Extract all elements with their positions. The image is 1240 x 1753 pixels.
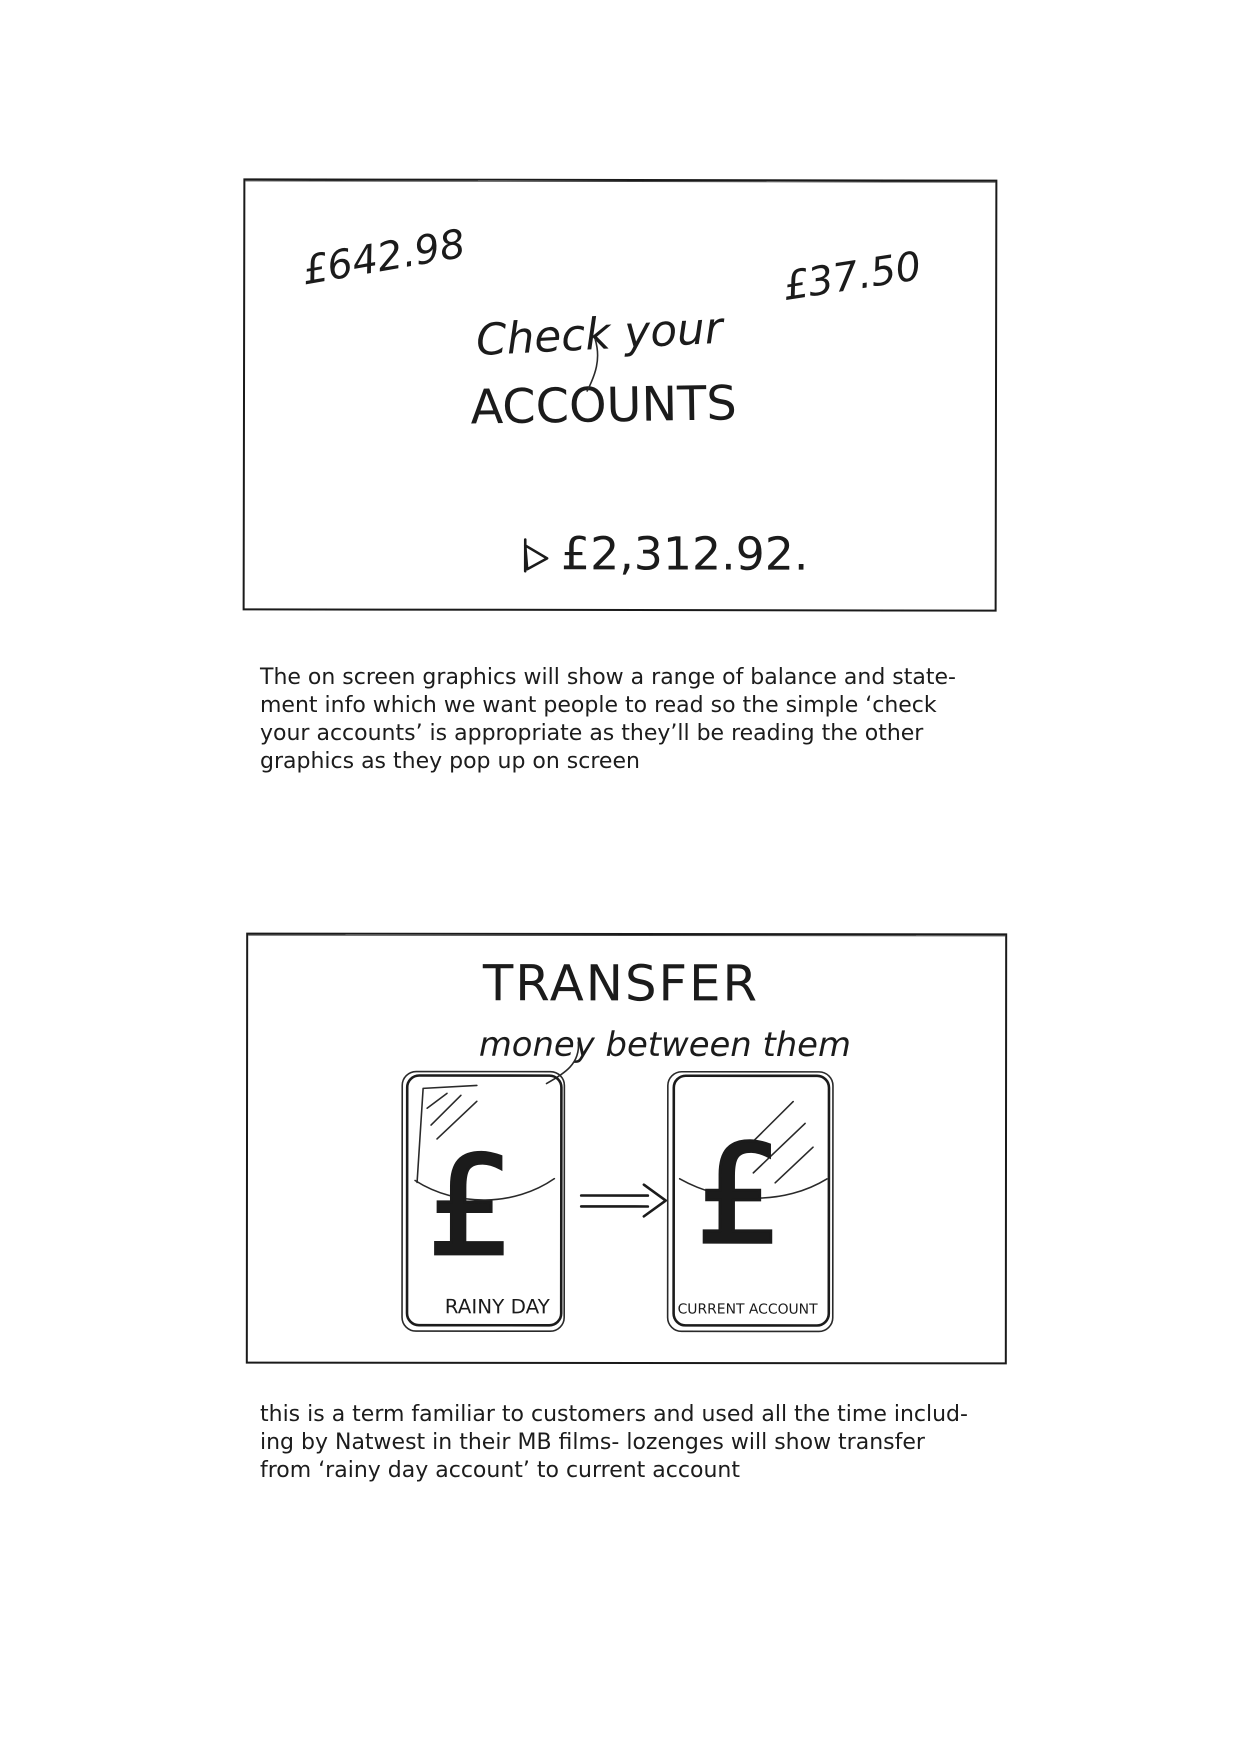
caption-line: ing by Natwest in their MB films- lozenges will show transfer <box>260 1430 925 1455</box>
rainy-day-label: RAINY DAY <box>444 1295 550 1319</box>
pound-icon: £ <box>695 1116 783 1276</box>
arrow-marker-icon <box>525 539 547 571</box>
caption-line: your accounts’ is appropriate as they’ll be reading the other <box>260 721 924 746</box>
caption-line: ment info which we want people to read so the simple ‘check <box>260 693 937 718</box>
transfer-arrow-icon <box>581 1185 666 1217</box>
sketch-canvas-1 <box>245 180 996 609</box>
caption-line: from ‘rainy day account’ to current account <box>260 1458 740 1483</box>
caption-line: The on screen graphics will show a range of balance and state- <box>260 665 956 690</box>
caption-transfer <box>260 1401 1000 1485</box>
balance-amount-right: £37.50 <box>779 243 925 311</box>
current-account-label: CURRENT ACCOUNT <box>677 1301 818 1318</box>
headline-check-your: Check your <box>474 302 724 367</box>
balance-amount-bottom: £2,312.92. <box>560 527 809 581</box>
current-account-lozenge <box>668 1072 833 1332</box>
sketch-canvas-2 <box>248 935 1005 1363</box>
balance-amount-left: £642.98 <box>298 220 469 295</box>
caption-check-accounts <box>260 664 1000 776</box>
rainy-day-lozenge <box>402 1072 564 1332</box>
storyboard-frame-check-accounts <box>243 178 998 611</box>
subline-money-between-them: money between them <box>478 1024 851 1065</box>
pound-icon: £ <box>426 1128 515 1287</box>
headline-transfer: TRANSFER <box>482 954 760 1013</box>
caption-line: graphics as they pop up on screen <box>260 749 640 774</box>
headline-accounts: ACCOUNTS <box>470 376 738 436</box>
storyboard-frame-transfer <box>246 933 1007 1365</box>
caption-line: this is a term familiar to customers and used all the time includ- <box>260 1402 968 1427</box>
